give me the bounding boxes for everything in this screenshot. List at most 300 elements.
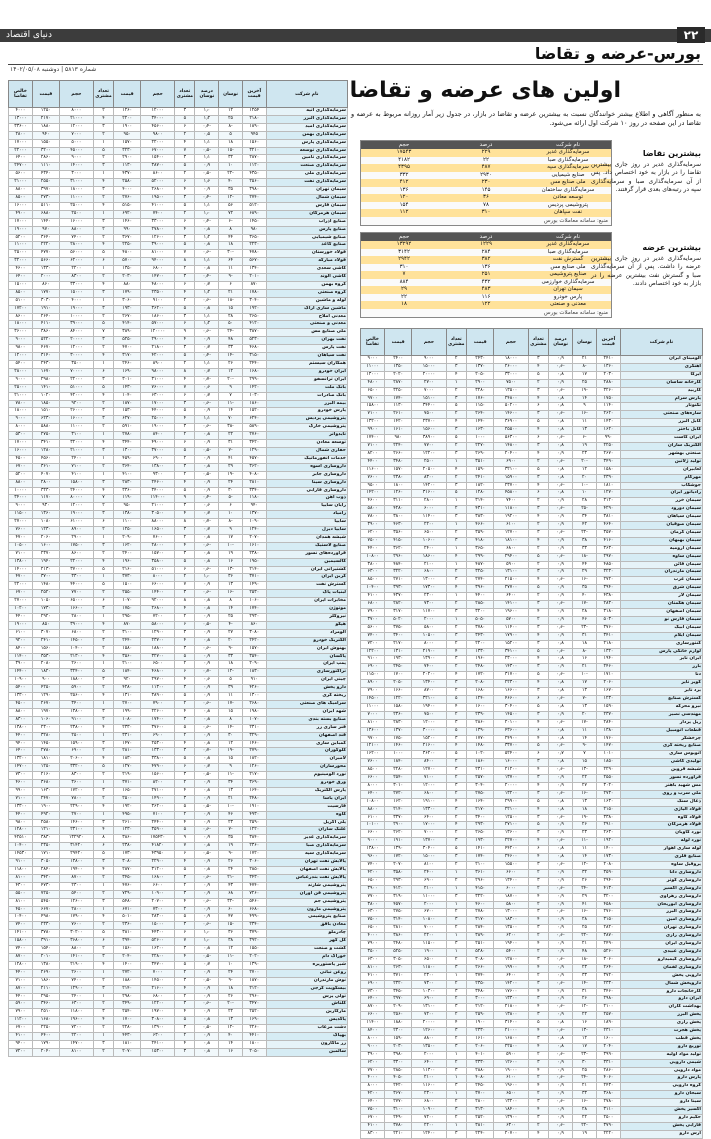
- table-cell: ۲۶: [573, 877, 597, 885]
- table-cell: ۴۳۸۰: [596, 593, 620, 601]
- table-row: [361, 695, 703, 703]
- table-cell: ۱۷۲۰۰: [59, 787, 93, 795]
- top-demand-box: [360, 140, 612, 226]
- table-cell: ۱۲۶۰۰: [412, 1028, 446, 1036]
- table-cell: ۸۸۰۰: [9, 708, 33, 716]
- table-cell: ۱۰۹۰۰: [9, 677, 33, 685]
- table-cell: ۱۰۳۰: [242, 392, 266, 400]
- table-cell: ۱۲۳۰: [114, 827, 141, 835]
- table-cell: ۲۷۴۰: [242, 194, 266, 202]
- table-cell: ۲۷: [219, 629, 243, 637]
- table-cell: ۲۹۴۰۰: [494, 553, 528, 561]
- table-cell: ۱۶۰۰۰: [59, 416, 93, 424]
- table-cell: ۲۲: [573, 1012, 597, 1020]
- table-cell: ۴: [93, 756, 113, 764]
- table-cell: ۲۸۰۰: [32, 479, 59, 487]
- table-cell: ۱۴۷۰: [596, 743, 620, 751]
- table-cell: ۲۹۶۰: [242, 993, 266, 1001]
- table-cell: ۱۲: [219, 740, 243, 748]
- box-row: [361, 286, 611, 294]
- table-cell: ۱۳۲۰۰: [9, 756, 33, 764]
- table-cell: ۶۴۰۰: [412, 1059, 446, 1067]
- table-cell: ۲۴۶۰۰: [141, 479, 175, 487]
- table-cell: ۵۶۰۰: [9, 171, 33, 179]
- table-cell: ۰٫۹: [549, 775, 573, 783]
- table-cell: -۰٫۶: [195, 645, 219, 653]
- company-name: مهرکام: [620, 474, 702, 482]
- table-cell: ۱۱۰۰۰: [412, 893, 446, 901]
- table-cell: ۱۲۳۰: [32, 527, 59, 535]
- box-cell: ۱۲۲۹: [480, 241, 492, 247]
- table-cell: ۰٫۹: [549, 1083, 573, 1091]
- table-cell: ۰٫۸: [195, 843, 219, 851]
- table-row: [9, 637, 348, 645]
- table-cell: ۱۴۰۰: [114, 961, 141, 969]
- table-row: [361, 1051, 703, 1059]
- table-cell: ۳۶۴۰: [114, 463, 141, 471]
- table-cell: ۶۶۰۰: [361, 1012, 385, 1020]
- table-cell: ۹۰۰۰: [59, 155, 93, 163]
- table-cell: ۷۹۰۰: [361, 688, 385, 696]
- table-cell: ۲: [446, 411, 467, 419]
- table-cell: ۲: [528, 972, 549, 980]
- table-cell: ۴۸: [573, 948, 597, 956]
- company-name: داروسازی البرز: [620, 909, 702, 917]
- table-cell: ۴۰۵۰: [384, 1075, 411, 1083]
- table-cell: ۳: [175, 645, 195, 653]
- company-name: بیسکویت گرجی: [266, 985, 347, 993]
- table-cell: ۹۴۰۰: [9, 740, 33, 748]
- table-cell: ۳۰۵۰: [384, 956, 411, 964]
- table-cell: ۷۷۰۰: [412, 442, 446, 450]
- table-cell: ۱۲۴۰: [242, 527, 266, 535]
- company-name: رادیاتور ایران: [620, 490, 702, 498]
- table-cell: ۳: [446, 1028, 467, 1036]
- box-row: [361, 294, 611, 302]
- table-cell: ۳۴۹۰: [114, 1001, 141, 1009]
- table-cell: ۱۳۴۰۰: [494, 877, 528, 885]
- table-cell: ۱۲۵۰: [32, 764, 59, 772]
- table-cell: ۰٫۹: [195, 582, 219, 590]
- table-cell: ۲۱۸۰: [242, 115, 266, 123]
- table-cell: ۲۲۵۰: [32, 1025, 59, 1033]
- table-cell: ۷۴۰۰: [412, 664, 446, 672]
- table-cell: ۲۳۵۰۰: [141, 289, 175, 297]
- table-cell: ۳۸۳۰: [32, 835, 59, 843]
- table-row: [9, 906, 348, 914]
- table-cell: ۲۶۵۰: [242, 313, 266, 321]
- table-cell: ۲۹۳۰: [384, 877, 411, 885]
- company-name: تکنوتار: [620, 403, 702, 411]
- table-cell: ۱۱۰۰۰: [59, 194, 93, 202]
- table-cell: ۰٫۹: [195, 985, 219, 993]
- table-cell: ۸۴۰۰: [361, 1028, 385, 1036]
- company-name: تولیدی کاشی: [620, 759, 702, 767]
- box-cell: سیمان تهران: [553, 286, 583, 292]
- company-name: چادرملو: [266, 930, 347, 938]
- table-cell: -۰٫۵: [195, 977, 219, 985]
- table-cell: ۴: [175, 1009, 195, 1017]
- box-cell: سرمایه‌گذاری صبا: [547, 248, 589, 255]
- table-cell: ۰٫۸: [549, 371, 573, 379]
- table-cell: ۵۹۰۰: [494, 561, 528, 569]
- table-row: [9, 1009, 348, 1017]
- company-name: داروسازی زهراوی: [620, 893, 702, 901]
- table-cell: ۰٫۸: [195, 558, 219, 566]
- table-cell: ۹: [219, 764, 243, 772]
- table-cell: ۳۰۴۰۰: [412, 846, 446, 854]
- table-cell: ۱۴۷۰۰: [9, 764, 33, 772]
- table-row: [361, 1004, 703, 1012]
- table-cell: ۶۴۰۰: [9, 274, 33, 282]
- table-cell: ۶۷۱۰: [114, 906, 141, 914]
- company-name: پاکسان: [266, 653, 347, 661]
- column-header: حجم: [59, 81, 93, 108]
- table-cell: ۲۱: [573, 664, 597, 672]
- table-cell: -۲۲: [573, 529, 597, 537]
- table-cell: ۱٫۱: [195, 202, 219, 210]
- table-cell: ۴۶: [219, 811, 243, 819]
- table-cell: ۳۰۸۰: [467, 956, 494, 964]
- table-cell: ۵: [446, 695, 467, 703]
- table-cell: ۱۳۰۰۰: [361, 371, 385, 379]
- table-cell: ۲۵۵۰: [596, 775, 620, 783]
- table-cell: ۶۵۰۰: [141, 661, 175, 669]
- table-row: [9, 471, 348, 479]
- company-name: فنر سازی زر: [266, 724, 347, 732]
- table-cell: ۵۶۳۰۰: [494, 435, 528, 443]
- table-cell: ۱۳۶۰: [596, 363, 620, 371]
- table-cell: ۶۵۰۰: [361, 387, 385, 395]
- table-cell: ۱۵۹۰۰: [59, 740, 93, 748]
- table-cell: ۲۱۴۰: [384, 806, 411, 814]
- table-cell: ۸۱۰۰: [361, 964, 385, 972]
- table-cell: ۷۲۰۰: [9, 1048, 33, 1056]
- table-cell: ۱۲: [573, 1035, 597, 1043]
- table-cell: ۳: [446, 609, 467, 617]
- table-cell: ۲۳۰۰: [412, 972, 446, 980]
- table-cell: ۳۳۰۰: [59, 574, 93, 582]
- table-cell: ۳۹۴۰: [596, 585, 620, 593]
- table-cell: ۰٫۸: [195, 305, 219, 313]
- table-cell: ۱۷۰۰۰: [9, 139, 33, 147]
- company-name: ایران یاسا: [266, 795, 347, 803]
- table-cell: ۳۰۸۰: [242, 629, 266, 637]
- table-cell: ۳۱۱۰: [596, 1107, 620, 1115]
- table-cell: ۱۵۶۰: [32, 645, 59, 653]
- table-cell: ۳: [93, 985, 113, 993]
- table-cell: ۵: [528, 743, 549, 751]
- table-cell: ۰٫۹: [549, 1115, 573, 1123]
- table-cell: ۳۶: [219, 574, 243, 582]
- table-cell: ۸: [175, 519, 195, 527]
- table-cell: ۶۰۰۰: [494, 885, 528, 893]
- table-cell: ۶۴۰۰: [361, 1099, 385, 1107]
- table-cell: ۱۹۰۰۰: [9, 621, 33, 629]
- box-row: [361, 264, 611, 272]
- table-cell: ۴: [446, 371, 467, 379]
- table-cell: ۴: [446, 743, 467, 751]
- table-cell: ۱۲۰۰۰: [412, 719, 446, 727]
- table-cell: ۵: [446, 751, 467, 759]
- table-cell: ۲: [446, 688, 467, 696]
- table-cell: ۲۸۸۰: [467, 1067, 494, 1075]
- table-cell: ۸: [175, 368, 195, 376]
- table-cell: ۷: [219, 392, 243, 400]
- box-cell: صنایع پتروشیمی: [549, 271, 587, 277]
- company-name: کابل باختر: [620, 427, 702, 435]
- table-cell: ۷: [93, 495, 113, 503]
- table-cell: ۸۷۰۰: [412, 688, 446, 696]
- column-header: حجم: [494, 329, 528, 356]
- box-cell: ۲۹۴۲: [398, 256, 410, 262]
- table-cell: ۲۳۱۰: [242, 724, 266, 732]
- table-cell: ۱: [93, 1033, 113, 1041]
- table-cell: ۸۳۰۰: [59, 772, 93, 780]
- box-cell: ۲۲۹: [481, 149, 491, 155]
- table-cell: ۳: [446, 395, 467, 403]
- table-row: [361, 411, 703, 419]
- table-cell: ۱۸۱۰۰: [494, 537, 528, 545]
- table-cell: ۰٫۹: [195, 732, 219, 740]
- table-cell: ۳۹۳۰: [384, 585, 411, 593]
- company-name: پخش البرز: [620, 1012, 702, 1020]
- table-cell: ۶۹۰۰: [412, 877, 446, 885]
- table-cell: ۶۴۰۰: [9, 155, 33, 163]
- table-row: [361, 743, 703, 751]
- table-cell: ۱۵۷۰: [242, 645, 266, 653]
- table-row: [9, 772, 348, 780]
- table-cell: ۲۹: [573, 893, 597, 901]
- table-cell: ۱: [93, 993, 113, 1001]
- table-row: [361, 616, 703, 624]
- table-cell: ۵۴۰۰: [9, 685, 33, 693]
- table-cell: ۱۴۷۰۰: [59, 1040, 93, 1048]
- table-cell: ۱۰: [219, 511, 243, 519]
- company-name: لعابیران: [620, 466, 702, 474]
- box-cell: ۱۳۲۹۲: [396, 241, 412, 247]
- table-cell: -۰٫۵: [195, 953, 219, 961]
- table-cell: ۲۸۲۰: [596, 925, 620, 933]
- table-cell: ۴۰: [219, 179, 243, 187]
- table-cell: ۳۱۵۰: [242, 353, 266, 361]
- table-cell: ۴: [446, 1020, 467, 1028]
- table-cell: ۶۲۳۰: [32, 416, 59, 424]
- table-cell: ۴۱: [219, 455, 243, 463]
- table-cell: ۱۸۳۰۰: [494, 917, 528, 925]
- table-row: [9, 115, 348, 123]
- table-cell: ۱۸۰۰: [242, 1040, 266, 1048]
- table-cell: -۱۲: [573, 862, 597, 870]
- table-cell: ۵: [93, 930, 113, 938]
- table-row: [361, 727, 703, 735]
- table-cell: ۰٫۹: [549, 822, 573, 830]
- table-cell: ۳: [446, 1107, 467, 1115]
- table-cell: ۱۴۳۰: [596, 419, 620, 427]
- table-cell: ۳: [175, 1001, 195, 1009]
- table-cell: ۷۰۰۰: [361, 711, 385, 719]
- table-cell: ۴۲۰۰۰: [141, 353, 175, 361]
- table-cell: ۱۵۵۰: [32, 139, 59, 147]
- table-cell: ۲۰۷۰۰: [494, 1130, 528, 1138]
- table-cell: ۱۸۴۰: [384, 759, 411, 767]
- table-cell: ۲: [175, 432, 195, 440]
- table-row: [9, 574, 348, 582]
- table-row: [9, 416, 348, 424]
- table-cell: ۲۹۳۰: [467, 822, 494, 830]
- table-cell: ۴: [175, 337, 195, 345]
- table-cell: ۳: [175, 503, 195, 511]
- table-cell: ۱۷۵۴۳۰: [141, 835, 175, 843]
- table-cell: ۱: [93, 432, 113, 440]
- table-cell: ۱۹۲۰۰: [494, 514, 528, 522]
- table-cell: ۹۸۰۰: [141, 131, 175, 139]
- table-cell: ۲۴۴۰: [114, 637, 141, 645]
- table-cell: -۰٫۴: [195, 194, 219, 202]
- table-row: [361, 838, 703, 846]
- box-row: [361, 194, 611, 202]
- table-cell: ۳: [446, 680, 467, 688]
- table-cell: ۳: [528, 909, 549, 917]
- company-name: سیمان بهبهان: [620, 537, 702, 545]
- table-cell: ۷: [93, 329, 113, 337]
- company-name: داروسازی کیمیدارو: [620, 956, 702, 964]
- table-cell: ۳۱۴۲۰: [59, 843, 93, 851]
- company-name: تایدواتر: [266, 432, 347, 440]
- table-cell: ۶۵۰۰۰: [59, 598, 93, 606]
- table-cell: -۰٫۶: [549, 743, 573, 751]
- table-row: [9, 1033, 348, 1041]
- table-cell: ۱۶۰۰: [32, 542, 59, 550]
- table-row: [9, 977, 348, 985]
- table-cell: ۲۲۰۰: [114, 115, 141, 123]
- table-cell: ۸: [219, 716, 243, 724]
- table-cell: ۲: [446, 356, 467, 364]
- table-row: [9, 890, 348, 898]
- table-cell: ۶۱۰۰۰: [59, 519, 93, 527]
- table-cell: ۲۳۶۰: [242, 843, 266, 851]
- table-cell: ۳۶۷۰: [114, 234, 141, 242]
- table-cell: ۰٫۹: [549, 830, 573, 838]
- table-cell: -۱۹: [219, 471, 243, 479]
- company-name: پالایش نفت تهران: [266, 859, 347, 867]
- table-cell: ۳۳۲۰۰: [59, 764, 93, 772]
- table-row: [9, 487, 348, 495]
- table-cell: ۱۰۴۰۰: [59, 645, 93, 653]
- table-cell: ۶۸۰۰: [412, 790, 446, 798]
- table-cell: ۳۳: [219, 653, 243, 661]
- box-row: [361, 256, 611, 264]
- table-cell: ۲۲۰۰۰: [59, 376, 93, 384]
- table-cell: ۵۶۰۰۰: [59, 250, 93, 258]
- table-cell: ۱۷۲۰: [467, 672, 494, 680]
- table-cell: -۰٫۶: [549, 814, 573, 822]
- table-cell: ۳۶۱۰: [32, 463, 59, 471]
- table-row: [361, 419, 703, 427]
- table-cell: ۸۸۰۰: [59, 226, 93, 234]
- table-cell: ۷۳۰۰: [412, 980, 446, 988]
- box-row: [361, 271, 611, 279]
- table-cell: ۲۸: [573, 917, 597, 925]
- table-row: [361, 798, 703, 806]
- table-cell: ۶: [175, 621, 195, 629]
- table-cell: ۲۶۱۰: [384, 411, 411, 419]
- table-cell: ۹۳۰: [32, 503, 59, 511]
- table-row: [9, 139, 348, 147]
- table-cell: ۰٫۹: [195, 819, 219, 827]
- table-cell: ۶۴۰۰: [361, 790, 385, 798]
- table-cell: ۳۷۴۰: [467, 972, 494, 980]
- table-row: [361, 846, 703, 854]
- table-cell: ۲۰۶۰۰: [59, 756, 93, 764]
- table-cell: ۵: [446, 490, 467, 498]
- table-cell: ۲: [175, 171, 195, 179]
- table-cell: ۱: [93, 780, 113, 788]
- table-cell: ۴: [175, 226, 195, 234]
- table-cell: ۱: [446, 522, 467, 530]
- table-cell: ۶۲۷۰: [114, 416, 141, 424]
- company-name: بانک ملت: [266, 384, 347, 392]
- table-cell: ۳۳۶۰: [114, 487, 141, 495]
- table-row: [9, 289, 348, 297]
- table-cell: ۴: [175, 606, 195, 614]
- table-cell: ۰٫۸: [195, 598, 219, 606]
- table-cell: ۲۹۱۰: [596, 822, 620, 830]
- table-cell: ۱۲۲۰: [242, 827, 266, 835]
- table-cell: ۴: [528, 1130, 549, 1138]
- table-cell: ۲۸: [573, 1107, 597, 1115]
- table-cell: ۱٫۱: [195, 416, 219, 424]
- table-cell: ۱۲۴۰۰: [412, 1130, 446, 1138]
- table-cell: -۱۱: [219, 953, 243, 961]
- table-cell: ۲۸۶۰: [467, 719, 494, 727]
- table-cell: -۱۶: [219, 590, 243, 598]
- table-cell: ۰٫۹: [195, 993, 219, 1001]
- table-cell: ۰٫۷: [195, 392, 219, 400]
- table-cell: ۱۴۵۰۰: [361, 695, 385, 703]
- table-cell: ۲۶۸۰۰: [141, 187, 175, 195]
- table-row: [9, 503, 348, 511]
- table-row: [9, 787, 348, 795]
- table-cell: ۸۷۰۰: [9, 953, 33, 961]
- table-cell: ۱۵۷۰: [114, 139, 141, 147]
- table-cell: ۳: [175, 922, 195, 930]
- table-cell: ۲۱۰۰: [596, 1004, 620, 1012]
- table-cell: ۱٫۰: [195, 210, 219, 218]
- table-cell: ۳۲۰۰۰: [59, 440, 93, 448]
- table-cell: ۵۷۰۰: [494, 616, 528, 624]
- table-cell: ۲۱۰۰: [114, 661, 141, 669]
- table-cell: ۲۸۱۰: [114, 748, 141, 756]
- table-cell: ۸۸۰۰: [9, 187, 33, 195]
- table-cell: ۵۰: [219, 321, 243, 329]
- table-cell: ۴: [528, 482, 549, 490]
- table-cell: ۶: [175, 566, 195, 574]
- table-cell: ۲۶۷۰: [596, 450, 620, 458]
- table-cell: ۱۹۰۰: [412, 948, 446, 956]
- table-cell: ۳۰۰۰: [467, 996, 494, 1004]
- table-cell: ۱۵۲۰: [242, 408, 266, 416]
- table-cell: ۰٫۸: [549, 703, 573, 711]
- table-cell: ۲۹۷۰: [384, 996, 411, 1004]
- table-cell: ۳۸۰۰: [361, 901, 385, 909]
- table-cell: ۲۰۱۰: [32, 953, 59, 961]
- table-cell: ۶۴۰۰: [361, 996, 385, 1004]
- table-cell: ۲۵۹۰: [467, 1012, 494, 1020]
- table-cell: ۲۸: [219, 313, 243, 321]
- table-cell: ۱۴: [219, 1040, 243, 1048]
- table-cell: ۱۹۰۰: [114, 123, 141, 131]
